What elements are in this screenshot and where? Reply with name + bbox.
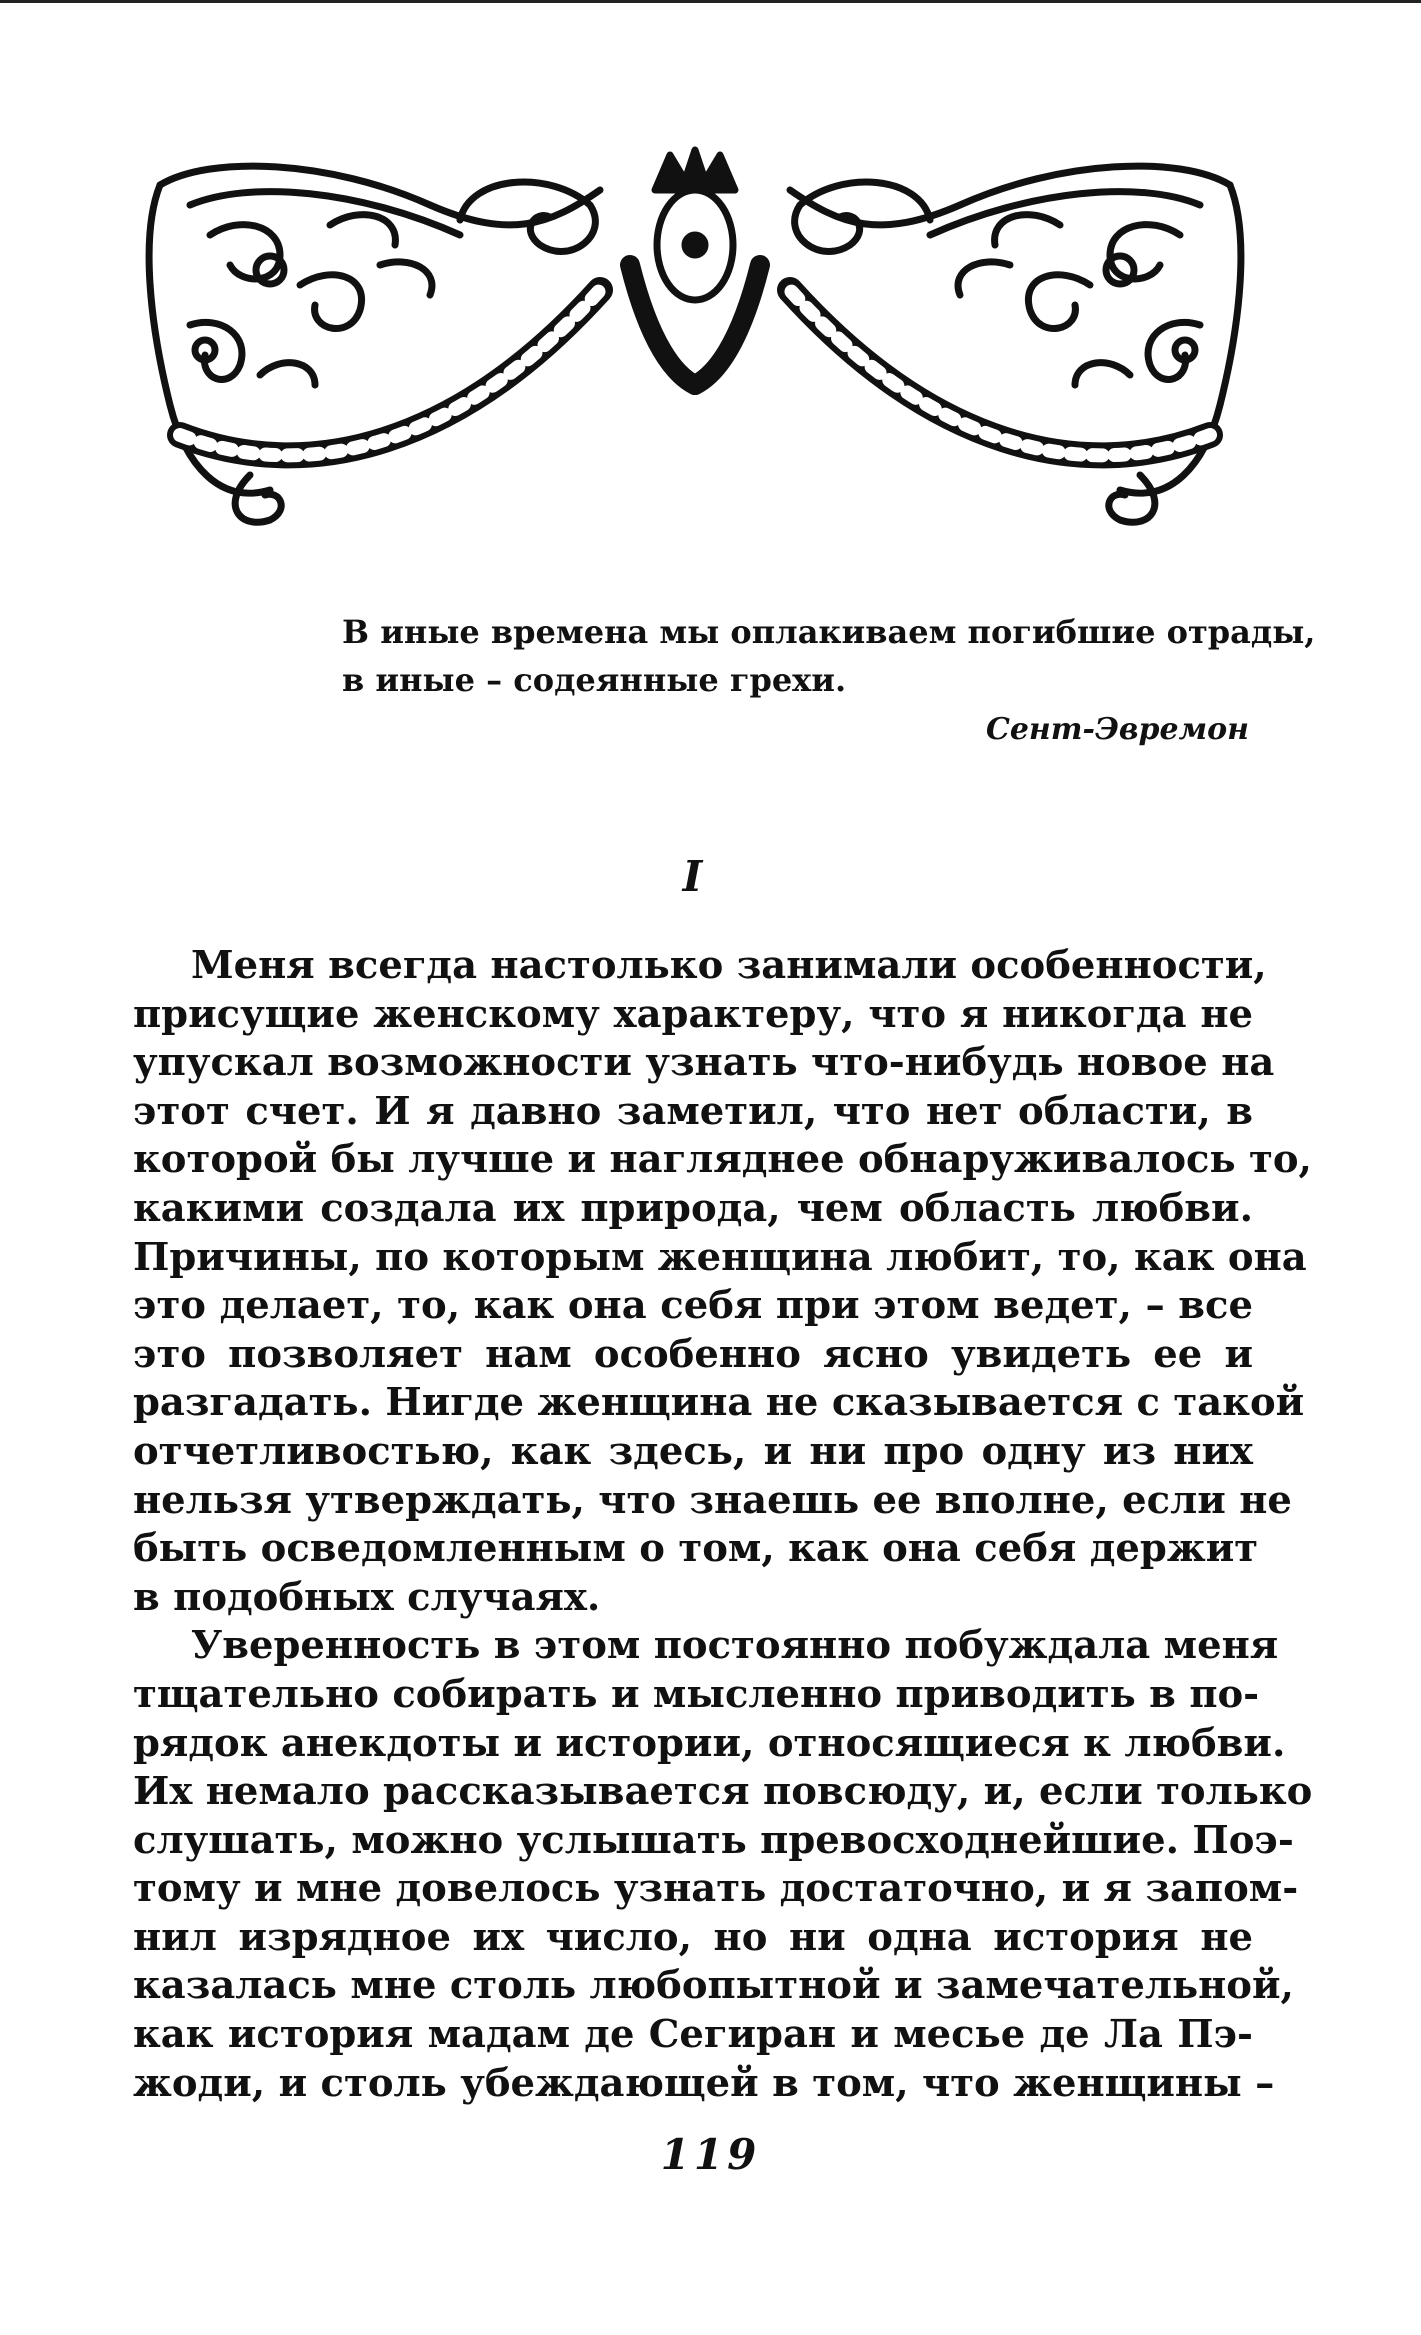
epigraph-line: В иные времена мы оплакиваем погибшие отрады, [342, 613, 1316, 651]
text-line: казалась мне столь любопытной и замечательной, [133, 1963, 1294, 2009]
text-line: это делает, то, как она себя при этом ведет, – все [133, 1283, 1253, 1329]
text-line: тщательно собирать и мысленно приводить в по- [133, 1671, 1260, 1717]
text-line: Их немало рассказывается повсюду, и, если только [133, 1769, 1313, 1815]
body-text [133, 942, 1313, 2108]
text-line: жоди, и столь убеждающей в том, что женщины – [133, 2060, 1275, 2106]
text-line: рядок анекдоты и истории, относящиеся к любви. [133, 1720, 1286, 1766]
text-line: тому и мне довелось узнать достаточно, и я запом- [133, 1866, 1299, 1912]
text-line: этот счет. И я давно заметил, что нет области, в [133, 1088, 1253, 1134]
text-line: быть осведомленным о том, как она себя держит [133, 1526, 1259, 1572]
text-line: отчетливостью, как здесь, и ни про одну из них [133, 1428, 1253, 1474]
text-line: в подобных случаях. [133, 1574, 601, 1620]
text-line: какими создала их природа, чем область любви. [133, 1185, 1253, 1231]
epigraph-author: Сент-Эвремон [985, 712, 1249, 747]
epigraph [342, 608, 1316, 704]
text-line: упускал возможности узнать что-нибудь новое на [133, 1040, 1275, 1086]
text-line: это позволяет нам особенно ясно увидеть ее и [133, 1331, 1253, 1377]
text-line: как история мадам де Сегиран и месье де Ла Пэ- [133, 2012, 1253, 2058]
top-border-line [0, 0, 1421, 3]
text-line: Меня всегда настолько занимали особенности, [191, 943, 1267, 988]
epigraph-line: в иные – содеянные грехи. [342, 661, 847, 699]
text-line: Причины, по которым женщина любит, то, как она [133, 1234, 1307, 1280]
text-line: разгадать. Нигде женщина не сказывается с такой [133, 1380, 1305, 1426]
text-line: нил изрядное их число, но ни одна история не [133, 1914, 1253, 1960]
baroque-garland-ornament-icon [130, 145, 1260, 530]
text-line: нельзя утверждать, что знаешь ее вполне, если не [133, 1477, 1292, 1523]
chapter-number: I [682, 852, 703, 901]
text-line: присущие женскому характеру, что я никогда не [133, 991, 1253, 1037]
text-line: которой бы лучше и нагляднее обнаруживалось то, [133, 1137, 1312, 1183]
text-line: Уверенность в этом постоянно побуждала меня [191, 1623, 1279, 1669]
text-line: слушать, можно услышать превосходнейшие. Поэ- [133, 1817, 1294, 1863]
page-number: 119 [660, 2130, 761, 2179]
